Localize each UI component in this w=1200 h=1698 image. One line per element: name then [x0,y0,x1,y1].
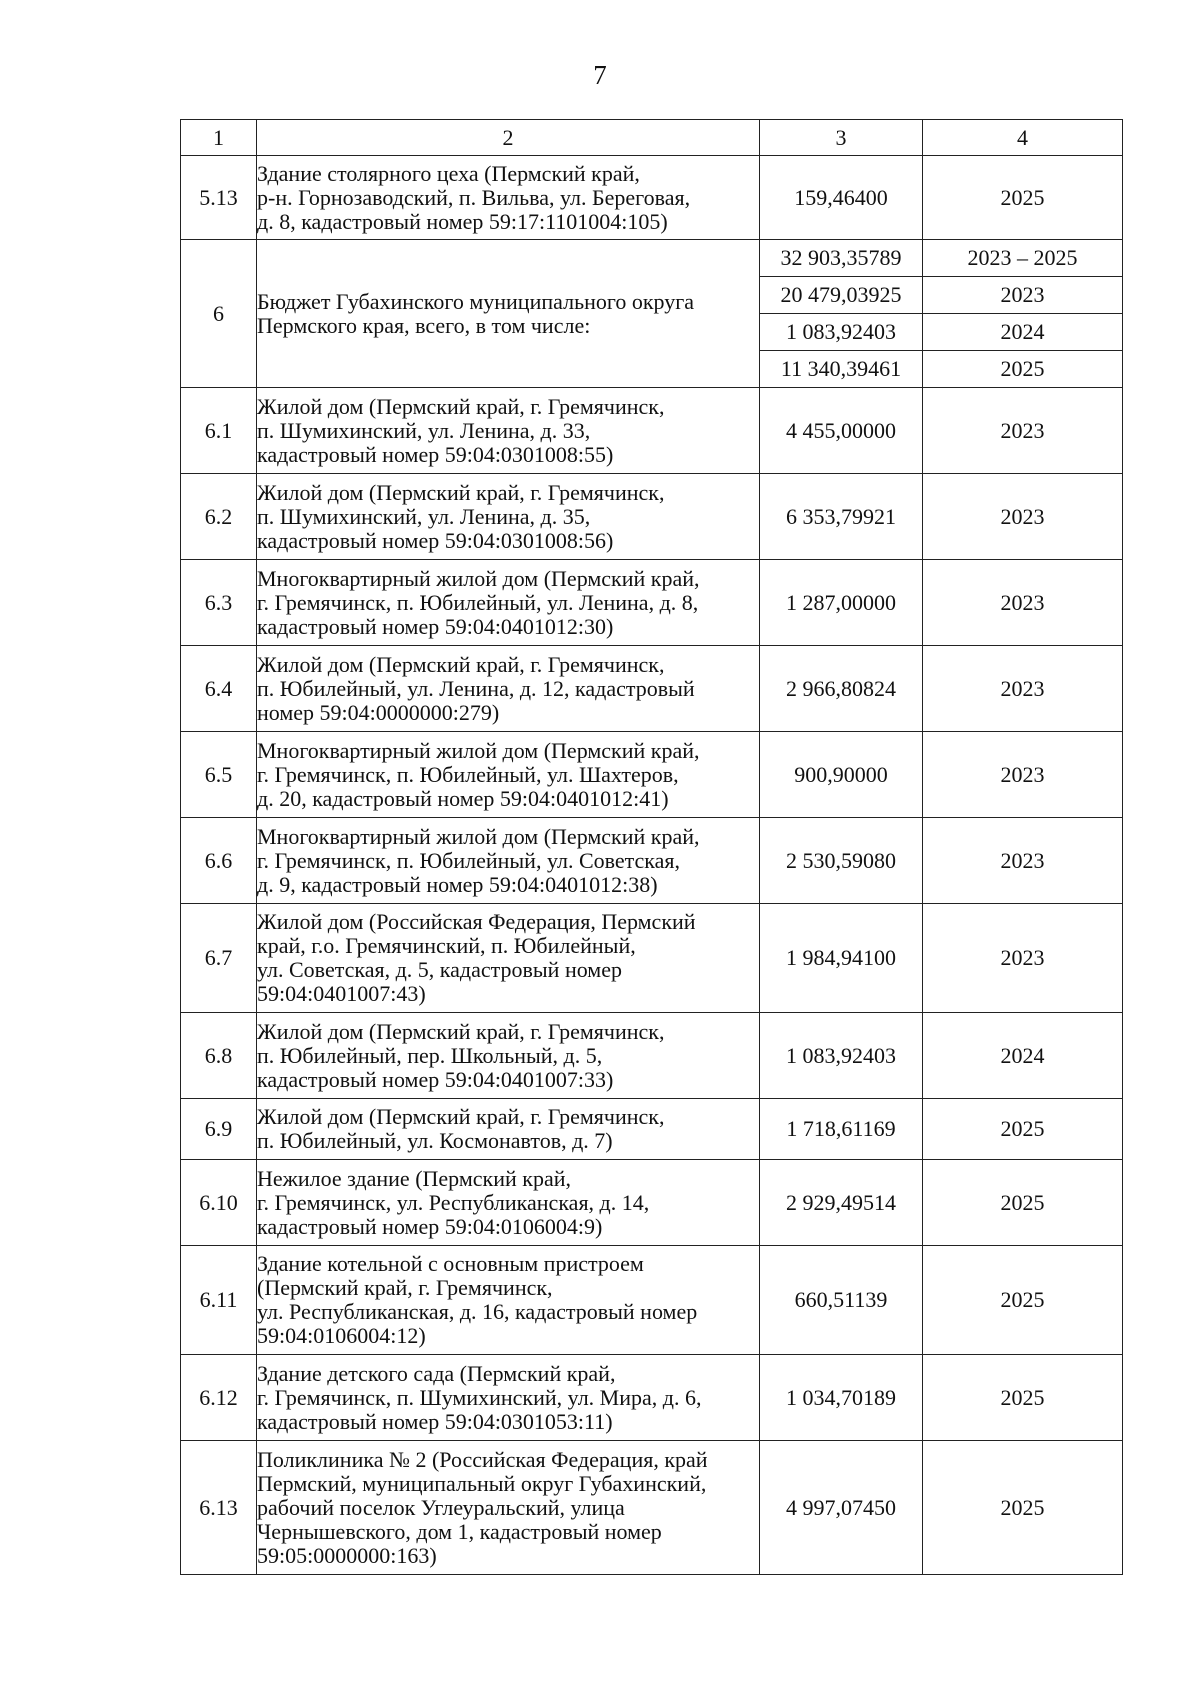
table-row [181,474,1123,560]
description-line: кадастровый номер 59:04:0301008:56) [257,527,614,553]
header-col-3: 3 [760,120,923,156]
row-number: 6.8 [181,1013,257,1099]
row-year: 2025 [923,156,1123,240]
row-amount: 1 034,70189 [760,1355,923,1441]
table-row [181,904,1123,1013]
table-row [181,1246,1123,1355]
description-line: ул. Республиканская, д. 16, кадастровый номер [257,1299,698,1324]
description-line: Пермского края, всего, в том числе: [257,312,591,338]
row-amount: 1 287,00000 [760,560,923,646]
row-number: 6.12 [181,1355,257,1441]
description-line: 59:04:0106004:12) [257,1323,426,1348]
table-row [181,1160,1123,1246]
row-year: 2025 [923,1099,1123,1160]
row-description [257,1441,760,1575]
row-year: 2023 [923,732,1123,818]
description-line: кадастровый номер 59:04:0301053:11) [257,1408,613,1434]
description-line: г. Гремячинск, п. Юбилейный, ул. Ленина, д. 8, [257,589,699,615]
row-year: 2025 [923,1246,1123,1355]
row-year: 2025 [923,1355,1123,1441]
header-col-2: 2 [257,120,760,156]
row-amount: 32 903,35789 [760,240,923,277]
row-description [257,1013,760,1099]
description-line: п. Юбилейный, пер. Школьный, д. 5, [257,1042,603,1068]
row-description [257,904,760,1013]
row-amount: 20 479,03925 [760,277,923,314]
row-description [257,732,760,818]
table-row [181,156,1123,240]
description-line: Жилой дом (Пермский край, г. Гремячинск, [257,393,665,419]
row-description [257,818,760,904]
description-line: д. 9, кадастровый номер 59:04:0401012:38) [257,871,658,897]
page-number: 7 [593,60,607,90]
description-line: Здание котельной с основным пристроем [257,1251,644,1276]
header-col-4: 4 [923,120,1123,156]
table-row-budget-total [181,240,1123,277]
row-description [257,1160,760,1246]
description-line: г. Гремячинск, ул. Республиканская, д. 14, [257,1189,650,1215]
table-row [181,1441,1123,1575]
row-year: 2023 [923,818,1123,904]
row-description [257,474,760,560]
row-year: 2023 [923,474,1123,560]
row-year: 2023 [923,388,1123,474]
row-amount: 2 530,59080 [760,818,923,904]
row-description [257,1355,760,1441]
row-amount: 11 340,39461 [760,351,923,388]
row-number: 6.3 [181,560,257,646]
description-line: 59:04:0401007:43) [257,981,426,1006]
table-row [181,646,1123,732]
table-row [181,818,1123,904]
row-amount: 2 929,49514 [760,1160,923,1246]
row-description [257,156,760,240]
description-line: Многоквартирный жилой дом (Пермский край, [257,823,700,849]
description-line: рабочий поселок Углеуральский, улица [257,1494,625,1520]
row-year: 2024 [923,1013,1123,1099]
row-year: 2025 [923,1160,1123,1246]
row-year: 2023 – 2025 [923,240,1123,277]
row-number: 6.11 [181,1246,257,1355]
row-year: 2023 [923,646,1123,732]
row-amount: 2 966,80824 [760,646,923,732]
description-line: г. Гремячинск, п. Шумихинский, ул. Мира, д. 6, [257,1384,702,1410]
row-number: 6.9 [181,1099,257,1160]
row-description [257,1099,760,1160]
row-description [257,388,760,474]
budget-table [180,119,1123,1575]
row-number: 6.5 [181,732,257,818]
row-description [257,1246,760,1355]
description-line: г. Гремячинск, п. Юбилейный, ул. Советская, [257,847,681,873]
description-line: г. Гремячинск, п. Юбилейный, ул. Шахтеров, [257,761,679,787]
description-line: кадастровый номер 59:04:0401012:30) [257,613,614,639]
description-line: р-н. Горнозаводский, п. Вильва, ул. Береговая, [257,184,691,210]
description-line: кадастровый номер 59:04:0401007:33) [257,1066,614,1092]
table-row [181,1355,1123,1441]
description-line: номер 59:04:0000000:279) [257,699,500,725]
row-description [257,240,760,388]
description-line: кадастровый номер 59:04:0301008:55) [257,441,614,467]
row-amount: 900,90000 [760,732,923,818]
row-year: 2023 [923,904,1123,1013]
row-number: 6.13 [181,1441,257,1575]
row-year: 2023 [923,560,1123,646]
description-line: кадастровый номер 59:04:0106004:9) [257,1213,603,1239]
table-row [181,1099,1123,1160]
description-line: п. Шумихинский, ул. Ленина, д. 33, [257,417,591,443]
description-line: Жилой дом (Пермский край, г. Гремячинск, [257,479,665,505]
description-line: Поликлиника № 2 (Российская Федерация, край [257,1446,708,1472]
row-number: 6.7 [181,904,257,1013]
description-line: Нежилое здание (Пермский край, [257,1165,571,1191]
description-line: п. Шумихинский, ул. Ленина, д. 35, [257,503,591,529]
row-number: 6.6 [181,818,257,904]
description-line: Чернышевского, дом 1, кадастровый номер [257,1518,662,1544]
table-row [181,1013,1123,1099]
description-line: Многоквартирный жилой дом (Пермский край, [257,565,700,591]
row-amount: 1 718,61169 [760,1099,923,1160]
description-line: Жилой дом (Российская Федерация, Пермский [257,909,696,934]
row-number: 6.2 [181,474,257,560]
table-row [181,560,1123,646]
description-line: Пермский, муниципальный округ Губахинский, [257,1470,707,1496]
row-amount: 660,51139 [760,1246,923,1355]
row-amount: 6 353,79921 [760,474,923,560]
description-line: Бюджет Губахинского муниципального округа [257,288,695,314]
table-header-row [181,120,1123,156]
description-line: Жилой дом (Пермский край, г. Гремячинск, [257,1018,665,1044]
description-line: д. 8, кадастровый номер 59:17:1101004:105) [257,208,668,234]
row-number: 6.10 [181,1160,257,1246]
row-amount: 1 083,92403 [760,314,923,351]
row-number: 5.13 [181,156,257,240]
description-line: Жилой дом (Пермский край, г. Гремячинск, [257,1104,665,1129]
row-amount: 4 997,07450 [760,1441,923,1575]
table-row [181,388,1123,474]
description-line: Здание детского сада (Пермский край, [257,1360,616,1386]
table-row [181,732,1123,818]
description-line: ул. Советская, д. 5, кадастровый номер [257,957,622,982]
row-number: 6.4 [181,646,257,732]
row-amount: 1 083,92403 [760,1013,923,1099]
row-year: 2025 [923,351,1123,388]
row-year: 2023 [923,277,1123,314]
row-amount: 159,46400 [760,156,923,240]
description-line: Жилой дом (Пермский край, г. Гремячинск, [257,651,665,677]
row-amount: 1 984,94100 [760,904,923,1013]
description-line: п. Юбилейный, ул. Ленина, д. 12, кадастровый [257,675,695,701]
row-year: 2024 [923,314,1123,351]
row-year: 2025 [923,1441,1123,1575]
row-number: 6.1 [181,388,257,474]
description-line: 59:05:0000000:163) [257,1542,437,1568]
description-line: д. 20, кадастровый номер 59:04:0401012:41) [257,785,669,811]
row-description [257,560,760,646]
description-line: Многоквартирный жилой дом (Пермский край, [257,737,700,763]
row-description [257,646,760,732]
header-col-1: 1 [181,120,257,156]
description-line: Здание столярного цеха (Пермский край, [257,160,640,186]
row-amount: 4 455,00000 [760,388,923,474]
description-line: край, г.о. Гремячинский, п. Юбилейный, [257,933,636,958]
description-line: (Пермский край, г. Гремячинск, [257,1275,553,1300]
description-line: п. Юбилейный, ул. Космонавтов, д. 7) [257,1128,613,1153]
row-number: 6 [181,240,257,388]
